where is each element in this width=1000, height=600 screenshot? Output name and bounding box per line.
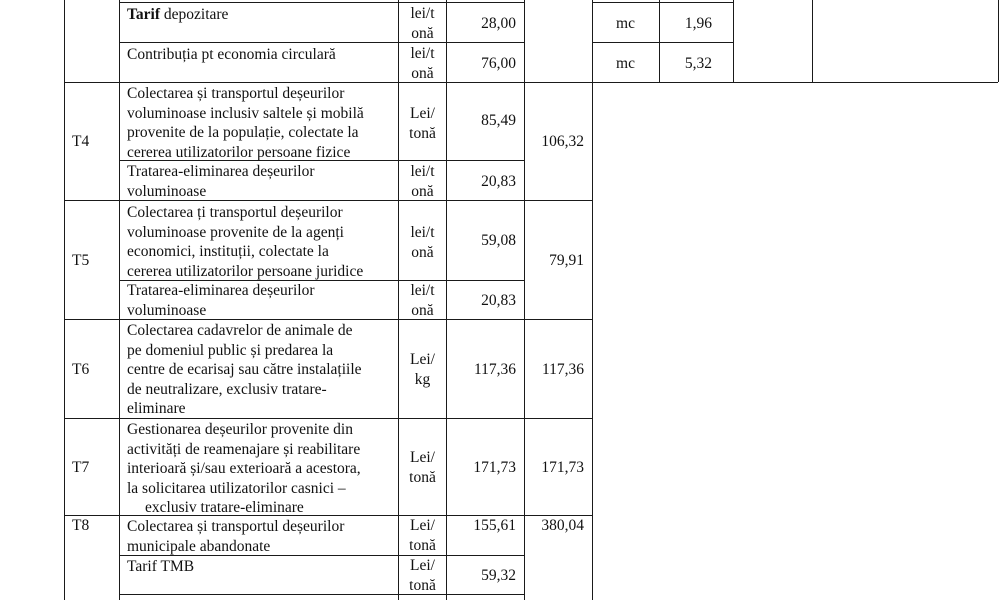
unit-cell xyxy=(399,162,446,201)
unit-line: tonă xyxy=(409,124,436,142)
unit-line: Lei/ xyxy=(410,351,435,368)
grid-line xyxy=(119,594,524,595)
price-cell: 76,00 xyxy=(481,55,516,72)
unit-line: onă xyxy=(411,24,434,42)
desc-line: activități de reamenajare și reabilitare xyxy=(127,440,361,458)
desc-line: Gestionarea deșeurilor provenite din xyxy=(127,421,353,438)
unit-line: lei/t xyxy=(410,282,435,299)
desc-line: provenite de la populație, colectate la xyxy=(127,124,359,141)
tariff-total: 106,32 xyxy=(541,133,584,150)
desc-line: interioară și/sau exterioară a acestora, xyxy=(127,460,361,477)
unit-line: Lei/ xyxy=(410,517,435,534)
unit-line: onă xyxy=(411,243,434,261)
tariff-code: T6 xyxy=(72,361,90,378)
desc-line: Colectarea și transportul deșeurilor xyxy=(127,85,345,102)
row-description xyxy=(127,517,344,556)
grid-line xyxy=(64,0,65,600)
desc-line: Tratarea-eliminarea deșeurilor xyxy=(127,282,315,299)
row-description xyxy=(127,420,361,518)
tariff-code: T4 xyxy=(72,133,90,150)
unit-line: lei/t xyxy=(410,224,435,241)
tariff-total: 79,91 xyxy=(549,252,584,269)
desc-line: exclusiv tratare-eliminare xyxy=(145,499,304,516)
unit-line: onă xyxy=(411,64,434,82)
price-cell: 20,83 xyxy=(481,292,516,309)
row-description xyxy=(127,5,228,25)
extra-value-cell: 1,96 xyxy=(684,15,712,32)
row-description xyxy=(127,321,362,419)
tariff-total: 117,36 xyxy=(541,361,584,378)
unit-cell xyxy=(399,44,446,83)
grid-line xyxy=(592,42,733,43)
unit-cell xyxy=(399,556,446,595)
grid-line xyxy=(119,0,120,600)
unit-line: lei/t xyxy=(410,45,435,62)
desc-line: centre de ecarisaj sau către instalațiile xyxy=(127,361,362,378)
price-cell: 117,36 xyxy=(473,361,516,378)
desc-line: Colectarea și transportul deșeurilor xyxy=(127,518,345,535)
desc-line: economici, instituții, colectate la xyxy=(127,243,329,260)
row-description xyxy=(127,84,364,162)
tariff-code: T7 xyxy=(72,459,90,476)
desc-line: Colectarea cadavrelor de animale de xyxy=(127,322,353,339)
unit-line: onă xyxy=(411,301,434,319)
unit-cell xyxy=(399,281,446,320)
row-description xyxy=(127,45,336,65)
desc-text: depozitare xyxy=(160,6,229,23)
unit-line: tonă xyxy=(409,536,436,554)
unit-cell xyxy=(399,223,446,262)
unit-line: tonă xyxy=(409,468,436,486)
desc-line: Tarif TMB xyxy=(127,558,195,575)
price-cell: 59,08 xyxy=(481,232,516,249)
unit-line: Lei/ xyxy=(410,105,435,122)
grid-line xyxy=(119,2,524,3)
grid-line xyxy=(524,0,525,600)
grid-line xyxy=(998,0,999,82)
tariff-total: 171,73 xyxy=(541,459,584,476)
price-cell: 171,73 xyxy=(473,459,516,476)
desc-line: municipale abandonate xyxy=(127,537,271,555)
unit-cell xyxy=(399,350,446,389)
tariff-code: T8 xyxy=(72,517,90,534)
row-description xyxy=(127,162,315,201)
price-cell: 28,00 xyxy=(481,15,516,32)
desc-line: voluminoase xyxy=(127,182,207,200)
unit-cell xyxy=(399,4,446,43)
grid-line xyxy=(64,82,998,83)
grid-line xyxy=(812,0,813,82)
desc-line: eliminare xyxy=(127,400,186,417)
unit-cell xyxy=(399,516,446,555)
desc-line: voluminoase provenite de la agenți xyxy=(127,223,344,241)
desc-line: voluminoase xyxy=(127,301,207,319)
price-cell: 20,83 xyxy=(481,173,516,190)
unit-line: lei/t xyxy=(410,5,435,22)
row-description xyxy=(127,557,194,577)
unit-line: onă xyxy=(411,182,434,200)
grid-line xyxy=(592,0,593,600)
desc-line: la solicitarea utilizatorilor casnici – xyxy=(127,479,346,497)
unit-line: kg xyxy=(414,370,431,388)
row-description xyxy=(127,281,315,320)
unit-line: Lei/ xyxy=(410,449,435,466)
unit-cell xyxy=(399,448,446,487)
extra-value-cell: 5,32 xyxy=(684,55,712,72)
price-cell: 155,61 xyxy=(473,517,516,534)
desc-line: de neutralizare, exclusiv tratare- xyxy=(127,380,327,398)
unit-line: Lei/ xyxy=(410,557,435,574)
desc-text: Contribuția pt economia circulară xyxy=(127,46,336,63)
price-cell: 85,49 xyxy=(481,112,516,129)
price-cell: 59,32 xyxy=(481,567,516,584)
desc-bold: Tarif xyxy=(127,6,161,23)
desc-line: Colectarea ți transportul deșeurilor xyxy=(127,204,343,221)
extra-unit-cell: mc xyxy=(616,55,635,72)
desc-line: cererea utilizatorilor persoane juridice xyxy=(127,262,364,280)
unit-line: lei/t xyxy=(410,163,435,180)
tariff-code: T5 xyxy=(72,252,90,269)
grid-line xyxy=(119,42,524,43)
grid-line xyxy=(592,2,733,3)
unit-line: tonă xyxy=(409,576,436,594)
desc-line: voluminoase inclusiv saltele și mobilă xyxy=(127,104,364,122)
grid-line xyxy=(733,0,734,82)
desc-line: cererea utilizatorilor persoane fizice xyxy=(127,143,351,161)
tariff-total: 380,04 xyxy=(541,517,584,534)
extra-unit-cell: mc xyxy=(616,15,635,32)
unit-cell xyxy=(399,104,446,143)
desc-line: pe domeniul public și predarea la xyxy=(127,341,334,359)
row-description xyxy=(127,203,363,281)
desc-line: Tratarea-eliminarea deșeurilor xyxy=(127,163,315,180)
